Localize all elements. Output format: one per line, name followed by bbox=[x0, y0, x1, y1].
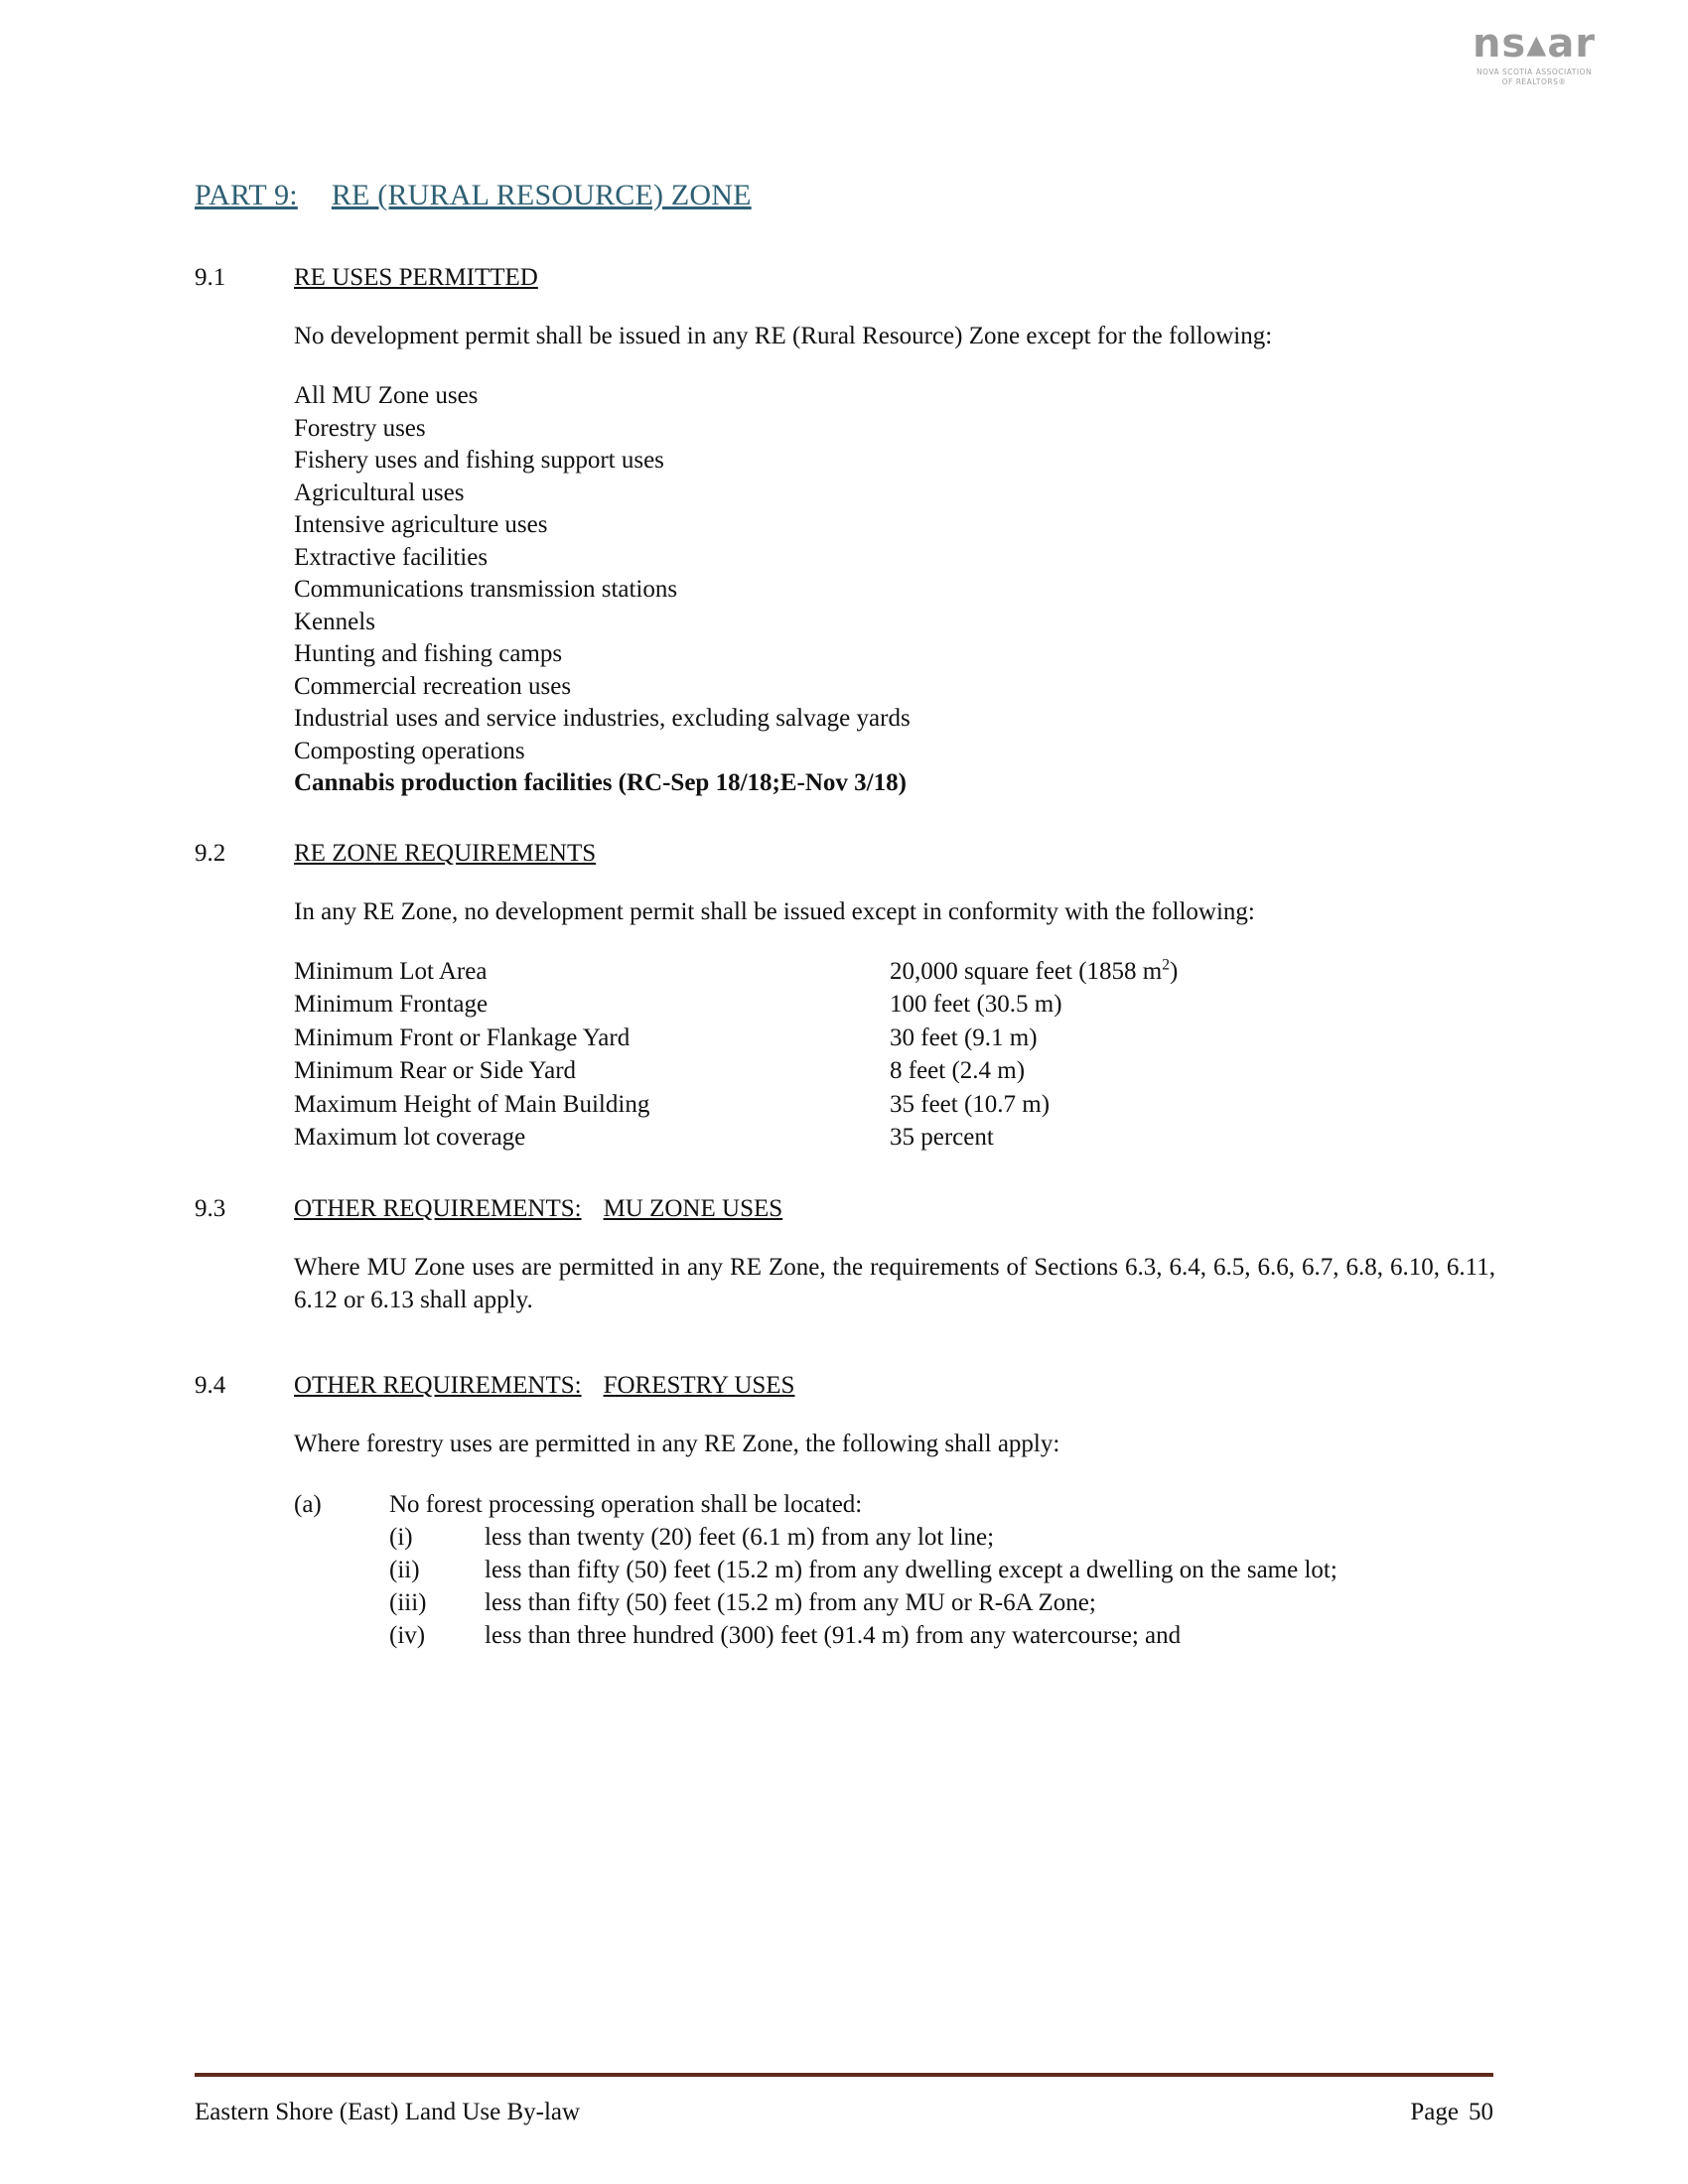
list-item: Communications transmission stations bbox=[294, 576, 678, 603]
section-9-3-number: 9.3 bbox=[195, 1194, 226, 1222]
section-9-3-title-b: MU ZONE USES bbox=[603, 1194, 783, 1222]
section-9-4-text: Where forestry uses are permitted in any RE Zone, the following shall apply: bbox=[294, 1430, 1060, 1457]
section-9-4-title bbox=[294, 1372, 794, 1400]
list-item: Industrial uses and service industries, excluding salvage yards bbox=[294, 705, 911, 732]
logo-wordmark: ns▴ar bbox=[1472, 21, 1597, 67]
requirement-label: Maximum lot coverage bbox=[294, 1124, 526, 1151]
footer-page-indicator bbox=[1410, 2099, 1493, 2126]
table-row bbox=[294, 956, 1178, 990]
list-item: Fishery uses and fishing support uses bbox=[294, 447, 664, 474]
requirement-value: 8 feet (2.4 m) bbox=[890, 1057, 1026, 1084]
section-9-2-body bbox=[294, 895, 1495, 1156]
roman-marker: (ii) bbox=[389, 1556, 420, 1583]
requirement-value bbox=[890, 956, 1178, 990]
section-9-2-heading bbox=[195, 840, 1495, 868]
list-item bbox=[389, 1586, 1495, 1619]
section-9-3 bbox=[195, 1195, 1495, 1316]
footer-document-title: Eastern Shore (East) Land Use By-law bbox=[195, 2099, 581, 2125]
footer-divider bbox=[195, 2073, 1493, 2077]
logo-subtitle-line2: OF REALTORS® bbox=[1501, 77, 1567, 86]
list-item: All MU Zone uses bbox=[294, 382, 479, 409]
roman-marker: (iii) bbox=[389, 1588, 427, 1616]
roman-marker: (i) bbox=[389, 1523, 413, 1551]
roman-text: less than fifty (50) feet (15.2 m) from any MU or R-6A Zone; bbox=[485, 1588, 1096, 1616]
requirement-value: 30 feet (9.1 m) bbox=[890, 1024, 1038, 1051]
roman-text: less than twenty (20) feet (6.1 m) from any lot line; bbox=[485, 1523, 995, 1551]
requirement-value: 100 feet (30.5 m) bbox=[890, 991, 1062, 1018]
footer-page-number: 50 bbox=[1469, 2099, 1493, 2125]
page-footer bbox=[195, 2099, 1493, 2126]
footer-page-label: Page bbox=[1410, 2099, 1459, 2125]
document-body bbox=[195, 179, 1495, 1652]
permitted-uses-list bbox=[294, 380, 1495, 800]
table-row bbox=[294, 1023, 1178, 1056]
roman-text: less than three hundred (300) feet (91.4 m) from any watercourse; and bbox=[485, 1621, 1182, 1649]
section-9-4 bbox=[195, 1372, 1495, 1652]
list-item-cannabis-amendment: Cannabis production facilities (RC-Sep 18/18;E-Nov 3/18) bbox=[294, 769, 907, 796]
section-9-2-intro: In any RE Zone, no development permit shall be issued except in conformity with the following: bbox=[294, 897, 1255, 925]
nsar-logo bbox=[1440, 21, 1628, 86]
table-row bbox=[294, 1089, 1178, 1123]
table-row bbox=[294, 989, 1178, 1023]
roman-text: less than fifty (50) feet (15.2 m) from any dwelling except a dwelling on the same lot; bbox=[485, 1556, 1337, 1583]
section-9-1 bbox=[195, 264, 1495, 800]
list-item-a-text: No forest processing operation shall be located: bbox=[389, 1490, 863, 1518]
list-item: Kennels bbox=[294, 608, 375, 635]
section-9-4-number: 9.4 bbox=[195, 1371, 226, 1399]
section-9-2 bbox=[195, 840, 1495, 1156]
requirement-value-text: 20,000 square feet (1858 m bbox=[890, 957, 1163, 985]
list-item: Hunting and fishing camps bbox=[294, 640, 563, 667]
section-9-3-title bbox=[294, 1195, 782, 1223]
list-item: Intensive agriculture uses bbox=[294, 511, 548, 538]
requirement-label: Minimum Frontage bbox=[294, 991, 489, 1018]
zone-requirements-table bbox=[294, 956, 1178, 1156]
table-row bbox=[294, 1122, 1178, 1156]
requirement-value: 35 feet (10.7 m) bbox=[890, 1090, 1051, 1118]
section-9-4-body bbox=[294, 1428, 1495, 1652]
section-9-2-number: 9.2 bbox=[195, 839, 226, 867]
list-item bbox=[389, 1619, 1495, 1652]
list-item: Commercial recreation uses bbox=[294, 672, 572, 700]
section-9-4-title-a: OTHER REQUIREMENTS: bbox=[294, 1371, 582, 1399]
table-row bbox=[294, 1055, 1178, 1089]
list-item bbox=[389, 1554, 1495, 1586]
list-item: Agricultural uses bbox=[294, 478, 465, 506]
section-9-3-body bbox=[294, 1251, 1495, 1316]
list-item: Extractive facilities bbox=[294, 543, 489, 571]
requirement-value: 35 percent bbox=[890, 1124, 994, 1151]
requirement-label: Minimum Rear or Side Yard bbox=[294, 1057, 577, 1084]
list-item: Composting operations bbox=[294, 737, 525, 764]
section-9-1-intro: No development permit shall be issued in any RE (Rural Resource) Zone except for the following: bbox=[294, 323, 1273, 349]
list-item-a bbox=[294, 1488, 1495, 1521]
section-9-3-text: Where MU Zone uses are permitted in any RE Zone, the requirements of Sections 6.3, 6.4, 6.5, 6.6, 6.7, 6.8, 6.10, 6.11, 6.12 or 6.13 shall apply. bbox=[294, 1253, 1495, 1313]
section-9-1-body bbox=[294, 320, 1495, 800]
section-9-4-title-b: FORESTRY USES bbox=[603, 1371, 795, 1399]
part-title-number: PART 9: bbox=[195, 179, 298, 211]
section-9-1-number: 9.1 bbox=[195, 264, 226, 291]
section-9-1-heading bbox=[195, 264, 1495, 292]
requirement-value-superscript: 2 bbox=[1162, 956, 1170, 974]
section-9-3-title-a: OTHER REQUIREMENTS: bbox=[294, 1194, 582, 1222]
list-item-a-marker: (a) bbox=[294, 1490, 322, 1518]
part-title-text: RE (RURAL RESOURCE) ZONE bbox=[331, 179, 752, 211]
page-title bbox=[195, 179, 1495, 212]
roman-sublist bbox=[389, 1521, 1495, 1652]
roman-marker: (iv) bbox=[389, 1621, 426, 1649]
requirement-label: Minimum Lot Area bbox=[294, 957, 488, 985]
logo-subtitle-line1: NOVA SCOTIA ASSOCIATION bbox=[1476, 68, 1593, 76]
requirement-label: Minimum Front or Flankage Yard bbox=[294, 1024, 631, 1051]
section-9-2-title: RE ZONE REQUIREMENTS bbox=[294, 839, 597, 867]
section-9-3-heading bbox=[195, 1195, 1495, 1223]
section-9-4-heading bbox=[195, 1372, 1495, 1400]
requirement-value-suffix: ) bbox=[1169, 957, 1179, 985]
section-9-1-title: RE USES PERMITTED bbox=[294, 264, 538, 291]
list-item bbox=[389, 1521, 1495, 1554]
requirement-label: Maximum Height of Main Building bbox=[294, 1090, 650, 1118]
list-item: Forestry uses bbox=[294, 414, 426, 442]
